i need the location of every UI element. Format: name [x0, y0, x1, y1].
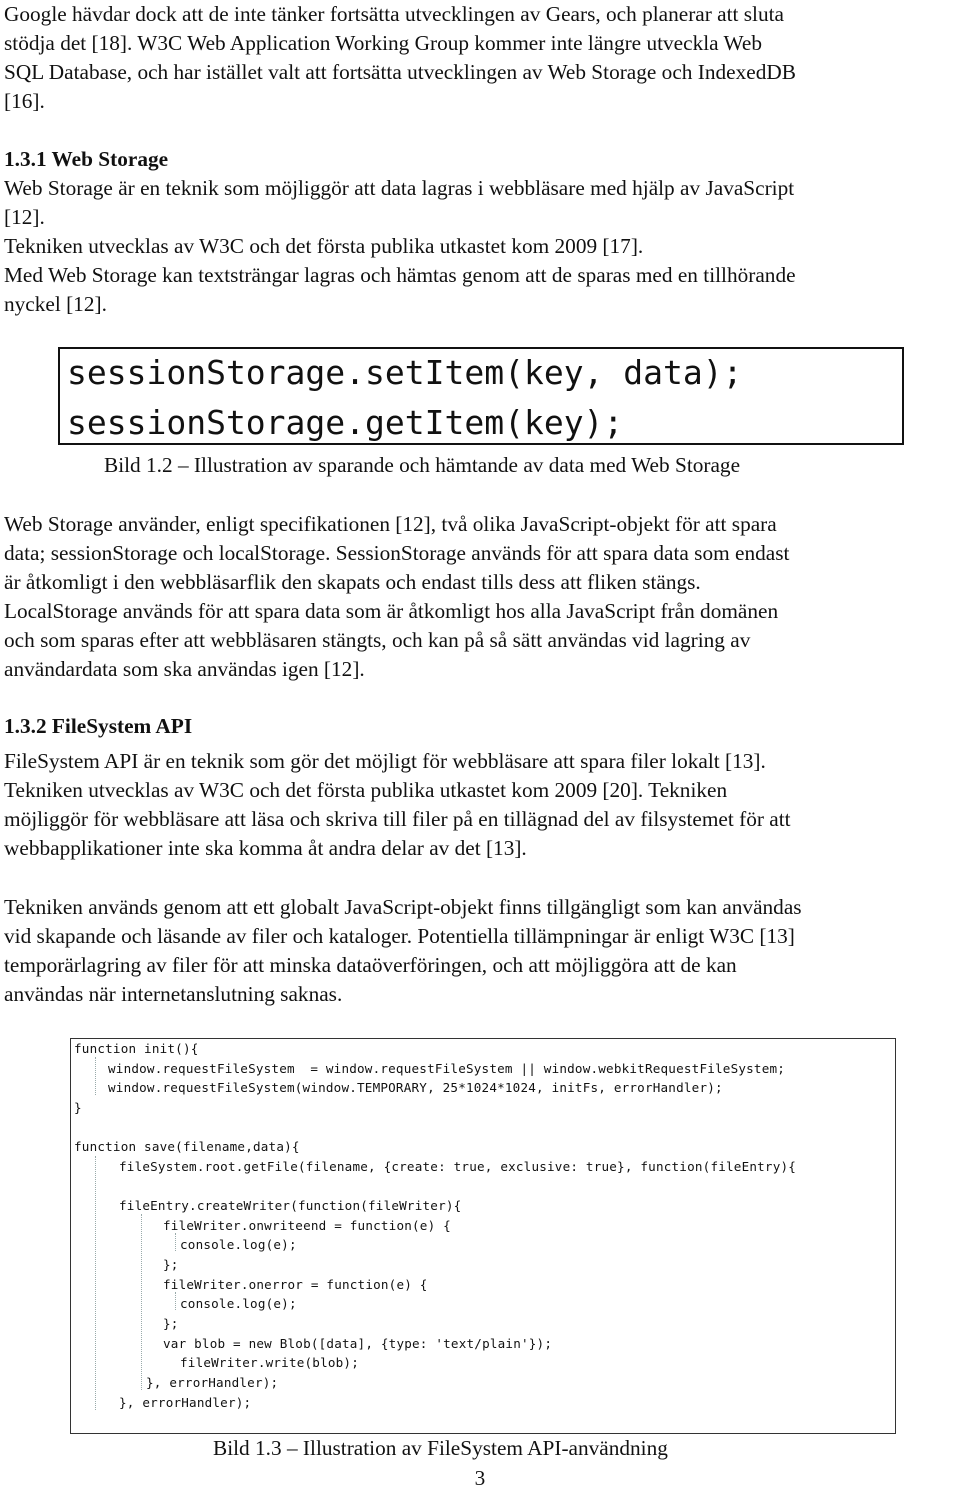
indent-guide [175, 1292, 176, 1310]
figure-caption-1-3: Bild 1.3 – Illustration av FileSystem API-användning [213, 1436, 668, 1460]
text-line: data; sessionStorage och localStorage. SessionStorage används för att spara data som endast [4, 541, 790, 565]
text-line: möjliggör för webbläsare att läsa och skriva till filer på en tillägnad del av filsystemet för att [4, 807, 791, 831]
indent-guide [95, 1057, 96, 1095]
code-line: fileWriter.write(blob); [180, 1355, 359, 1370]
text-line: Med Web Storage kan textsträngar lagras och hämtas genom att de sparas med en tillhörande [4, 263, 796, 287]
text-line: Web Storage använder, enligt specifikationen [12], två olika JavaScript-objekt för att spara [4, 512, 777, 536]
code-line: sessionStorage.setItem(key, data); [67, 353, 743, 392]
code-line: } [74, 1100, 82, 1115]
code-line: fileWriter.onwriteend = function(e) { [163, 1218, 451, 1233]
text-line: Google hävdar dock att de inte tänker fortsätta utvecklingen av Gears, och planerar att sluta [4, 2, 784, 26]
text-line: vid skapande och läsande av filer och kataloger. Potentiella tillämpningar är enligt W3C [13] [4, 924, 795, 948]
figure-web-storage-code [58, 347, 904, 445]
figure-caption-1-2: Bild 1.2 – Illustration av sparande och hämtande av data med Web Storage [104, 453, 741, 477]
section-heading-filesystem: 1.3.2 FileSystem API [4, 714, 193, 738]
text-line: Web Storage är en teknik som möjliggör att data lagras i webbläsare med hjälp av JavaScript [4, 176, 795, 200]
code-line: }, errorHandler); [146, 1375, 279, 1390]
code-line: console.log(e); [180, 1237, 297, 1252]
text-line: användardata som ska användas igen [12]. [4, 657, 365, 681]
code-line: var blob = new Blob([data], {type: 'text/plain'}); [163, 1336, 553, 1351]
code-line: window.requestFileSystem = window.requestFileSystem || window.webkitRequestFileSystem; [108, 1061, 786, 1076]
text-line: Tekniken utvecklas av W3C och det första publika utkastet kom 2009 [20]. Tekniken [4, 778, 728, 802]
code-line: }; [163, 1257, 179, 1272]
code-line: function save(filename,data){ [74, 1139, 300, 1154]
section-heading-web-storage: 1.3.1 Web Storage [4, 147, 169, 171]
figure-filesystem-code [70, 1038, 896, 1434]
indent-guide [141, 1214, 142, 1390]
text-line: FileSystem API är en teknik som gör det möjligt för webbläsare att spara filer lokalt [13]. [4, 749, 766, 773]
text-line: användas när internetanslutning saknas. [4, 982, 343, 1006]
code-line: console.log(e); [180, 1296, 297, 1311]
text-line: webbapplikationer inte ska komma åt andra delar av det [13]. [4, 836, 527, 860]
text-line: SQL Database, och har istället valt att fortsätta utvecklingen av Web Storage och IndexedDB [4, 60, 796, 84]
code-line: fileWriter.onerror = function(e) { [163, 1277, 428, 1292]
code-line: fileSystem.root.getFile(filename, {create: true, exclusive: true}, function(fileEntry){ [119, 1159, 797, 1174]
text-line: Tekniken utvecklas av W3C och det första publika utkastet kom 2009 [17]. [4, 234, 644, 258]
text-line: och som sparas efter att webbläsaren stängts, och kan på så sätt användas vid lagring av [4, 628, 751, 652]
text-line: [12]. [4, 205, 45, 229]
indent-guide [175, 1233, 176, 1251]
code-line: window.requestFileSystem(window.TEMPORARY, 25*1024*1024, initFs, errorHandler); [108, 1080, 723, 1095]
code-line: sessionStorage.getItem(key); [67, 403, 624, 442]
text-line: temporärlagring av filer för att minska dataöverföringen, och att möjliggöra att de kan [4, 953, 737, 977]
text-line: nyckel [12]. [4, 292, 107, 316]
indent-guide [95, 1156, 96, 1410]
text-line: stödja det [18]. W3C Web Application Working Group kommer inte längre utveckla Web [4, 31, 763, 55]
text-line: [16]. [4, 89, 45, 113]
code-line: function init(){ [74, 1041, 199, 1056]
code-line: }, errorHandler); [119, 1395, 252, 1410]
code-line: }; [163, 1316, 179, 1331]
page-number: 3 [474, 1466, 486, 1490]
text-line: Tekniken används genom att ett globalt JavaScript-objekt finns tillgängligt som kan användas [4, 895, 802, 919]
code-line: fileEntry.createWriter(function(fileWriter){ [119, 1198, 462, 1213]
text-line: LocalStorage används för att spara data som är åtkomligt hos alla JavaScript från domänen [4, 599, 779, 623]
text-line: är åtkomligt i den webbläsarflik den skapats och endast tills dess att fliken stängs. [4, 570, 701, 594]
